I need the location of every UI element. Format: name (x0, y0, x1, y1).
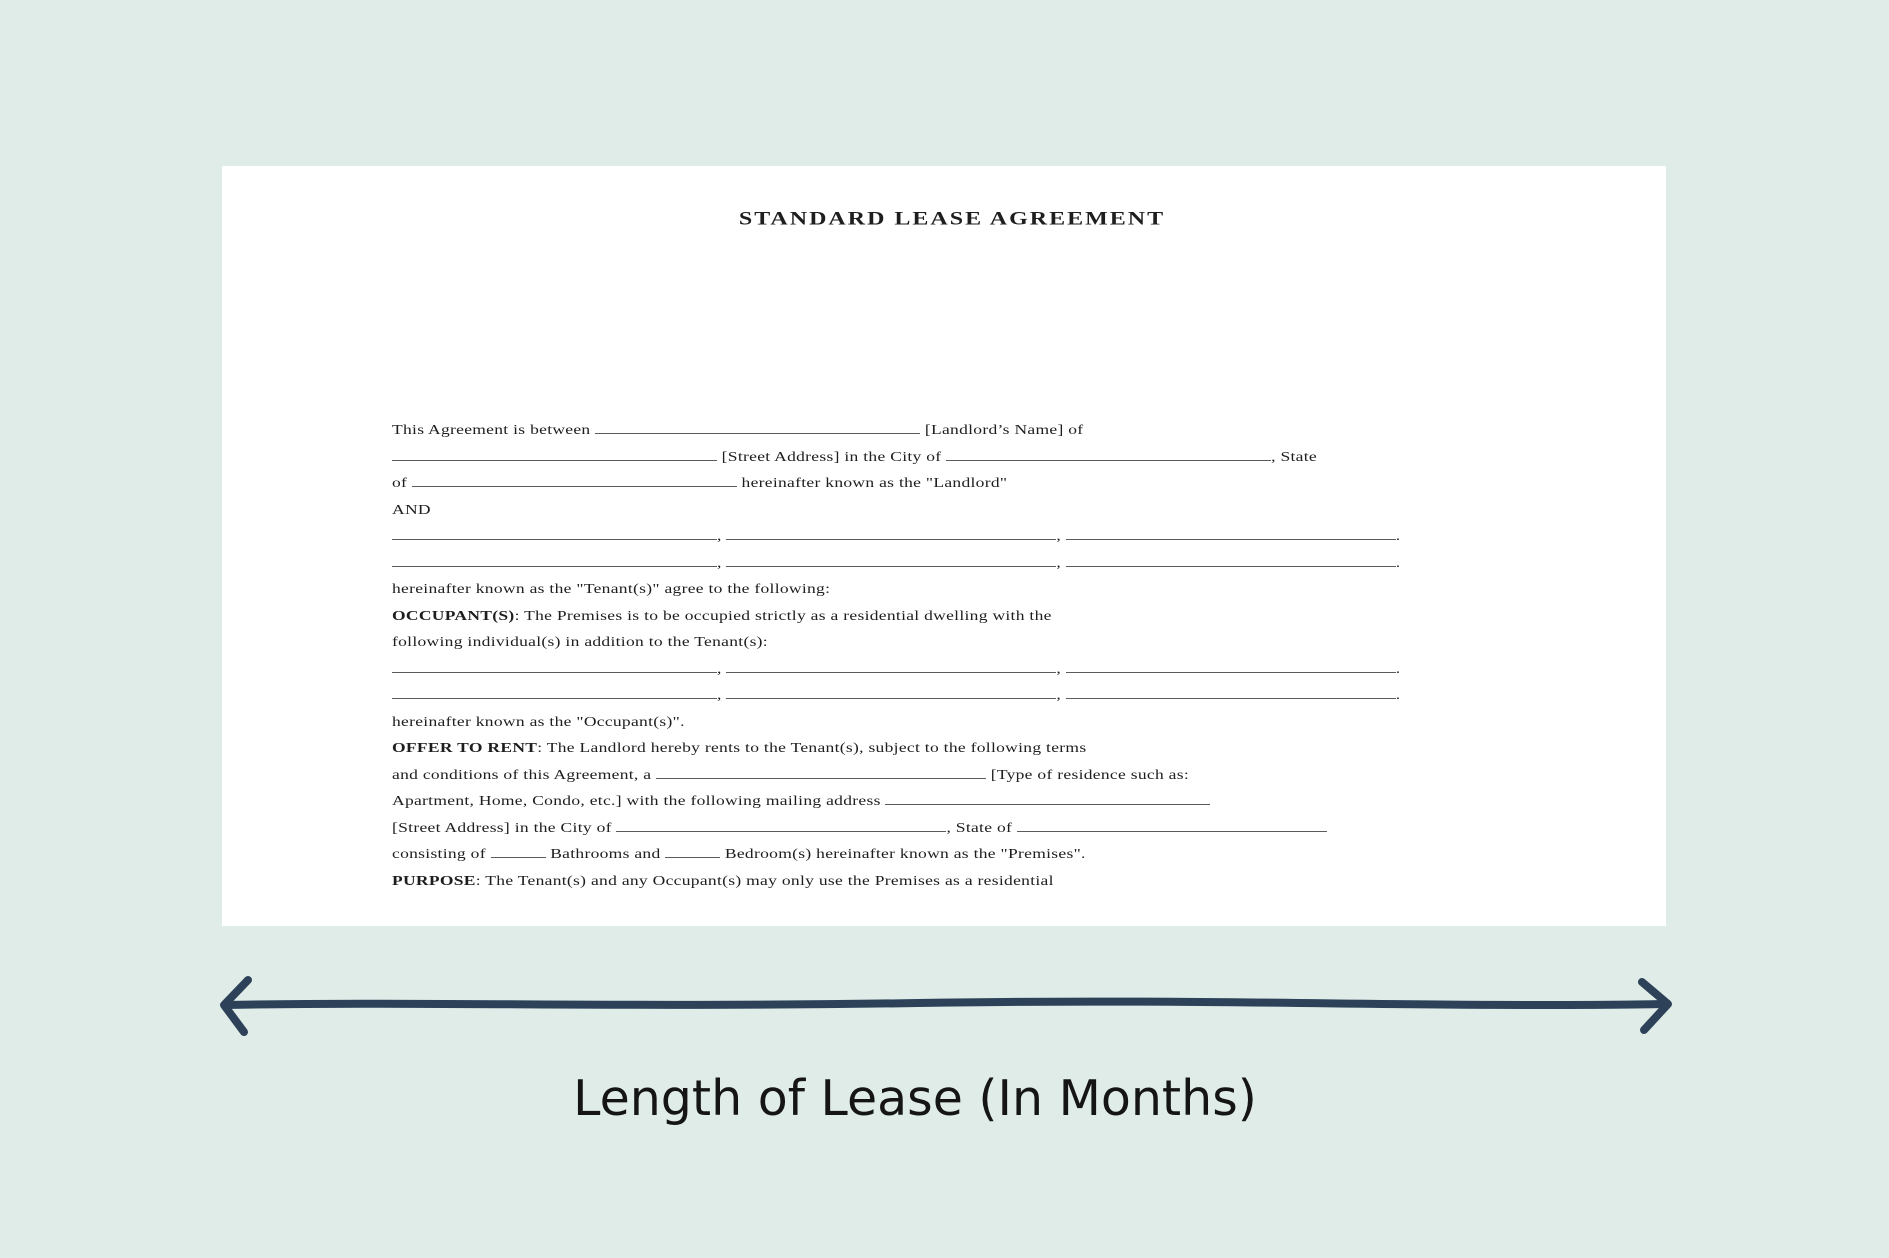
occupant-blanks: , , . (392, 686, 1532, 703)
tenant-blanks: , , . (392, 554, 1532, 571)
doc-line: Apartment, Home, Condo, etc.] with the following mailing address (392, 792, 1532, 809)
document-title: STANDARD LEASE AGREEMENT (738, 208, 1166, 230)
doc-line: hereinafter known as the "Occupant(s)". (392, 713, 685, 729)
lease-length-label: Length of Lease (In Months) (573, 1070, 1257, 1127)
doc-line: [Street Address] in the City of , State (392, 448, 1532, 465)
doc-line: and conditions of this Agreement, a [Type of residence such as: (392, 766, 1190, 782)
doc-line: OFFER TO RENT: The Landlord hereby rents to the Tenant(s), subject to the following terms (392, 739, 1087, 755)
doc-line: This Agreement is between [Landlord’s Name] of (392, 421, 1084, 437)
double-headed-arrow-icon (218, 970, 1674, 1040)
tenant-blanks: , , . (392, 527, 1532, 544)
doc-line: hereinafter known as the "Tenant(s)" agree to the following: (392, 580, 831, 596)
doc-line: PURPOSE: The Tenant(s) and any Occupant(s) may only use the Premises as a residential (392, 872, 1054, 888)
doc-line: OCCUPANT(S): The Premises is to be occupied strictly as a residential dwelling with the (392, 607, 1052, 623)
lease-document-image (222, 166, 1666, 926)
occupant-blanks: , , . (392, 660, 1532, 677)
doc-line: of hereinafter known as the "Landlord" (392, 474, 1008, 490)
doc-line: [Street Address] in the City of , State of (392, 819, 1532, 836)
doc-line: consisting of Bathrooms and Bedroom(s) hereinafter known as the "Premises". (392, 845, 1086, 861)
doc-line: following individual(s) in addition to the Tenant(s): (392, 633, 768, 649)
doc-line: AND (392, 501, 431, 517)
